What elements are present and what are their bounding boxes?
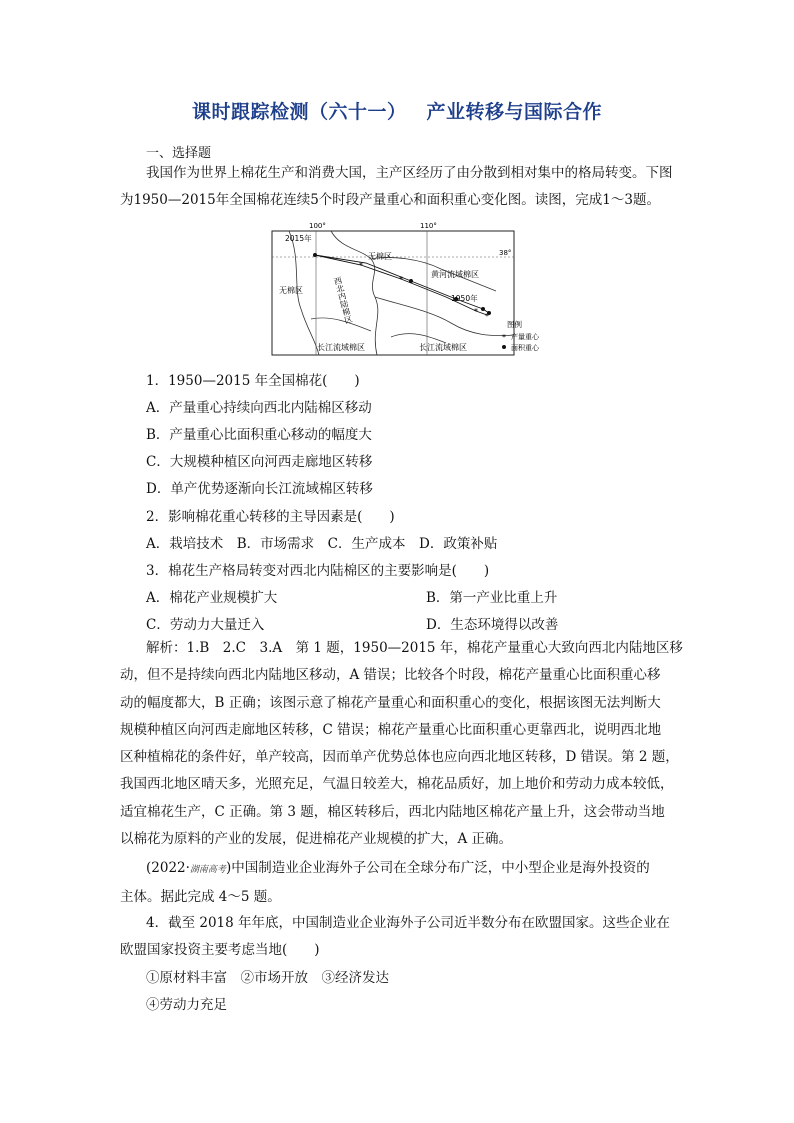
- section-heading: 一、选择题: [146, 146, 212, 161]
- output-centroid-point: *: [485, 312, 489, 321]
- analysis-line: 规模种植区向河西走廊地区转移，C 错误；棉花产量重心比面积重心更靠西北，说明西北地: [120, 721, 662, 738]
- analysis-line: 以棉花为原料的产业的发展，促进棉花产业规模的扩大，A 正确。: [120, 831, 513, 848]
- q3-option-c: C．劳动力大量迁入: [146, 617, 265, 633]
- region-none-top: 无棉区: [368, 252, 392, 261]
- output-centroid-point: *: [474, 307, 478, 316]
- area-centroid-point: [481, 307, 485, 311]
- output-centroid-point: *: [399, 275, 403, 284]
- legend-output-label: 产量重心: [511, 333, 539, 341]
- q1-option-d: D．单产优势逐渐向长江流域棉区转移: [146, 481, 373, 497]
- boundary-line: [391, 334, 446, 343]
- cotton-centroid-map: [271, 219, 553, 357]
- legend-area-marker: [502, 345, 506, 349]
- region-none-left: 无棉区: [279, 286, 303, 295]
- q1-option-a: A．产量重心持续向西北内陆棉区移动: [146, 400, 372, 416]
- intro-paragraph: 我国作为世界上棉花生产和消费大国，主产区经历了由分散到相对集中的格局转变。下图为1950—2015年全国棉花连续5个时段产量重心和面积重心变化图。读图，完成1～3题。: [120, 165, 673, 208]
- output-centroid-point: *: [359, 261, 363, 270]
- area-centroid-point: [313, 253, 317, 257]
- lat-label-38: 38°: [499, 249, 512, 257]
- lon-label-100: 100°: [309, 222, 326, 230]
- q3-stem: 3．棉花生产格局转变对西北内陆棉区的主要影响是( ): [146, 563, 490, 579]
- legend-title: 图例: [507, 320, 522, 329]
- analysis-line: 适宜棉花生产，C 正确。第 3 题，棉区转移后，西北内陆地区棉花产量上升，这会带动当地: [120, 803, 665, 820]
- analysis-line: 解析：1.B 2.C 3.A 第 1 题，1950—2015 年，棉花产量重心大致向西北内陆地区移: [146, 640, 683, 656]
- source-tag: 湖南高考: [189, 865, 226, 875]
- region-yellow-river: 黄河流域棉区: [431, 270, 479, 279]
- title-main: 课时跟踪检测（六十一）: [191, 101, 407, 123]
- page-title: [0, 97, 794, 124]
- q4-stem-line1: 4．截至 2018 年年底，中国制造业企业海外子公司近半数分布在欧盟国家。这些企业在: [146, 915, 671, 931]
- analysis-line: 区种植棉花的条件好，单产较高，因而单产优势总体也应向西北地区转移，D 错误。第 2 题，: [120, 749, 679, 766]
- q1-stem: 1．1950—2015 年全国棉花( ): [146, 373, 360, 389]
- q2-stem: 2．影响棉花重心转移的主导因素是( ): [146, 509, 395, 525]
- year-2015-label: 2015年: [285, 234, 312, 243]
- year-1950-label: 1950年: [451, 294, 478, 303]
- intro2-line2: 主体。据此完成 4～5 题。: [120, 889, 281, 906]
- q1-option-c: C．大规模种植区向河西走廊地区转移: [146, 454, 373, 470]
- boundary-line: [375, 297, 514, 336]
- analysis-line: 我国西北地区晴天多，光照充足，气温日较差大，棉花品质好，加上地价和劳动力成本较低，: [120, 776, 674, 793]
- q1-option-b: B．产量重心比面积重心移动的幅度大: [146, 427, 372, 443]
- q4-stem-line2: 欧盟国家投资主要考虑当地( ): [120, 942, 320, 959]
- region-yangtze-left: 长江流域棉区: [317, 343, 365, 352]
- q2-options: A．栽培技术 B．市场需求 C．生产成本 D．政策补贴: [146, 536, 498, 552]
- boundary-line: [311, 318, 371, 331]
- intro2-line1: [120, 855, 680, 884]
- q4-options-line2: ④劳动力充足: [146, 996, 227, 1013]
- region-northwest: 西北内陆棉区: [332, 275, 354, 325]
- area-centroid-point: [409, 279, 413, 283]
- q3-option-a: A．棉花产业规模扩大: [146, 590, 278, 606]
- legend-output-marker: *: [502, 333, 506, 342]
- lon-label-110: 110°: [420, 222, 437, 230]
- analysis-line: 动的幅度都大，B 正确；该图示意了棉花产量重心和面积重心的变化，根据该图无法判断大: [120, 694, 661, 711]
- region-yangtze-right: 长江流域棉区: [419, 343, 467, 352]
- q3-option-b: B．第一产业比重上升: [426, 590, 558, 606]
- analysis-line: 动，但不是持续向西北内陆地区移动，A 错误；比较各个时段，棉花产量重心比面积重心移: [120, 667, 661, 684]
- intro2-paragraph: [120, 855, 680, 912]
- intro2-text: )中国制造业企业海外子公司在全球分布广泛，中小型企业是海外投资的: [225, 860, 650, 876]
- q4-options-line1: ①原材料丰富 ②市场开放 ③经济发达: [146, 969, 389, 986]
- q3-option-d: D．生态环境得以改善: [426, 617, 559, 633]
- source-prefix: (2022·: [146, 860, 190, 876]
- legend-area-label: 面积重心: [511, 344, 539, 352]
- title-topic: 产业转移与国际合作: [426, 101, 603, 123]
- q4-block: [120, 910, 680, 1019]
- analysis-block: [120, 635, 683, 853]
